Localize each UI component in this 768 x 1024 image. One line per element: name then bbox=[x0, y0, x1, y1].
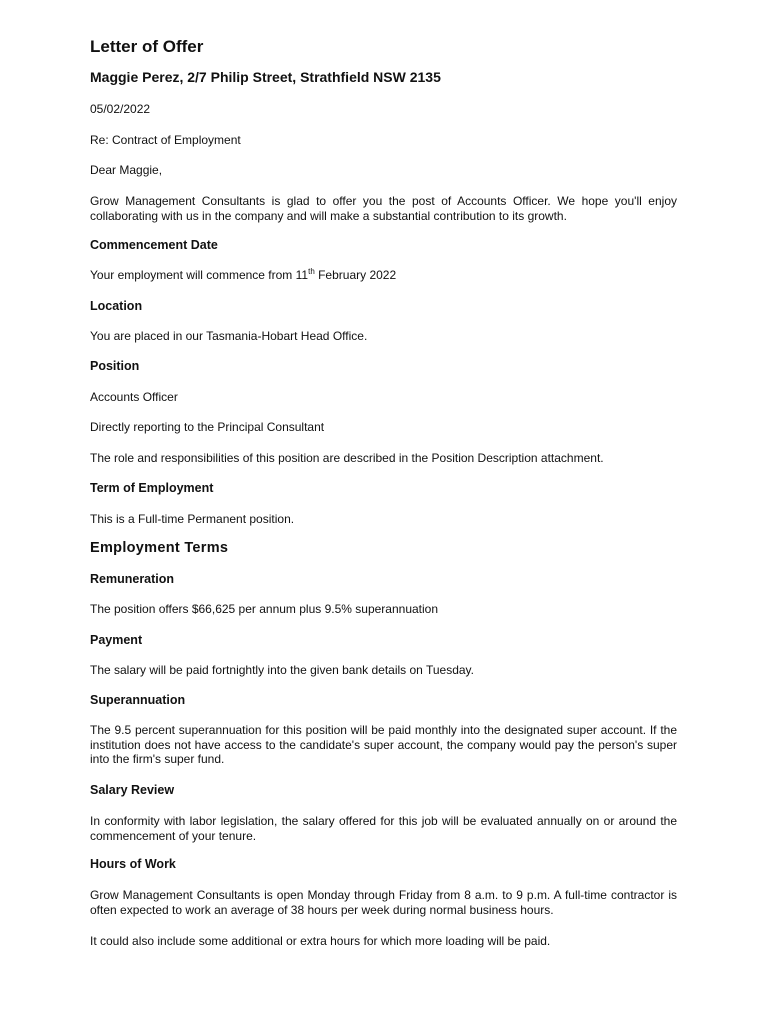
letter-date: 05/02/2022 bbox=[90, 102, 151, 116]
salary-review-heading: Salary Review bbox=[90, 783, 175, 797]
commencement-text-start: Your employment will commence from 11 bbox=[90, 268, 309, 282]
salutation: Dear Maggie, bbox=[90, 163, 163, 177]
commencement-heading: Commencement Date bbox=[90, 238, 218, 252]
salary-review-text: In conformity with labor legislation, the salary offered for this job will be evaluated annually on or around the commencement of your tenure. bbox=[90, 814, 677, 843]
commencement-text bbox=[90, 268, 677, 283]
location-text: You are placed in our Tasmania-Hobart Head Office. bbox=[90, 329, 368, 343]
term-text: This is a Full-time Permanent position. bbox=[90, 512, 295, 526]
recipient-address: Maggie Perez, 2/7 Philip Street, Strathfield NSW 2135 bbox=[90, 69, 441, 85]
term-heading: Term of Employment bbox=[90, 481, 214, 495]
hours-text-2: It could also include some additional or extra hours for which more loading will be paid. bbox=[90, 934, 551, 948]
payment-text: The salary will be paid fortnightly into the given bank details on Tuesday. bbox=[90, 663, 474, 677]
hours-text-1: Grow Management Consultants is open Monday through Friday from 8 a.m. to 9 p.m. A full-time contractor is often expected to work an average of 38 hours per week during normal business hours. bbox=[90, 888, 677, 917]
position-reporting: Directly reporting to the Principal Consultant bbox=[90, 420, 325, 434]
location-heading: Location bbox=[90, 299, 143, 313]
employment-terms-heading: Employment Terms bbox=[90, 540, 229, 556]
superannuation-text: The 9.5 percent superannuation for this position will be paid monthly into the designated super account. If the institution does not have access to the candidate's super account, the company would pay the person's super into the firm's super fund. bbox=[90, 723, 677, 766]
commencement-text-end: February 2022 bbox=[314, 268, 397, 282]
remuneration-heading: Remuneration bbox=[90, 572, 175, 586]
remuneration-text: The position offers $66,625 per annum plus 9.5% superannuation bbox=[90, 602, 439, 616]
position-description: The role and responsibilities of this position are described in the Position Description attachment. bbox=[90, 451, 604, 465]
subject-line: Re: Contract of Employment bbox=[90, 133, 241, 147]
position-title: Accounts Officer bbox=[90, 390, 178, 404]
commencement-ordinal: th bbox=[308, 267, 315, 276]
intro-paragraph: Grow Management Consultants is glad to offer you the post of Accounts Officer. We hope you'll enjoy collaborating with us in the company and will make a substantial contribution to its growth. bbox=[90, 194, 677, 223]
superannuation-heading: Superannuation bbox=[90, 693, 186, 707]
position-heading: Position bbox=[90, 359, 140, 373]
payment-heading: Payment bbox=[90, 633, 143, 647]
letter-title: Letter of Offer bbox=[90, 37, 204, 56]
hours-heading: Hours of Work bbox=[90, 857, 176, 871]
